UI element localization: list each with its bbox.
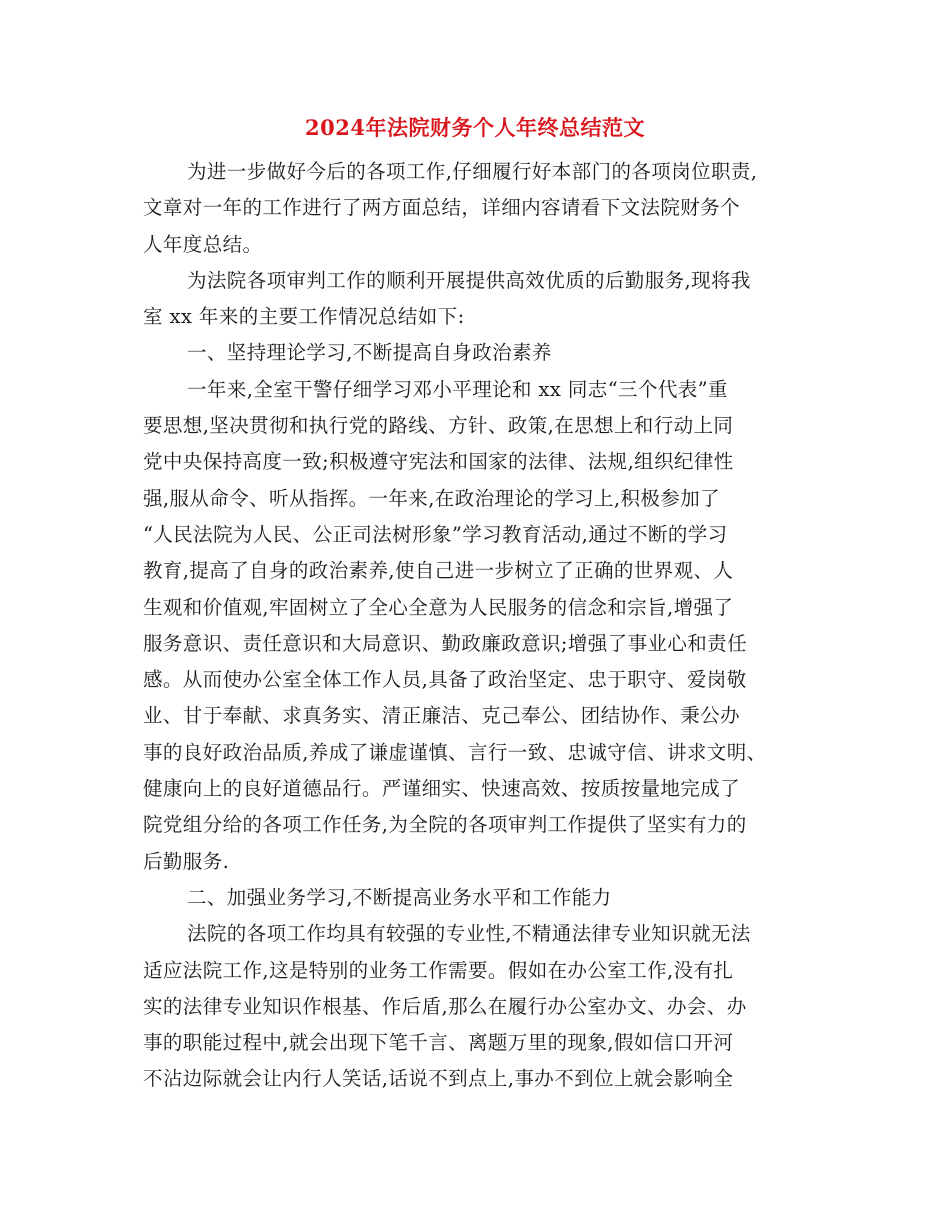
body-line: 一、坚持理论学习,不断提高自身政治素养 — [187, 341, 552, 365]
body-line: 事的良好政治品质,养成了谦虚谨慎、言行一致、忠诚守信、讲求文明、 — [143, 740, 767, 764]
body-line: 人年度总结。 — [143, 232, 263, 256]
document-title: 2024年法院财务个人年终总结范文 — [305, 115, 645, 140]
body-line: 生观和价值观,牢固树立了全心全意为人民服务的信念和宗旨,增强了 — [143, 595, 734, 619]
body-line: 实的法律专业知识作根基、作后盾,那么在履行办公室办文、办会、办 — [143, 994, 747, 1018]
body-line: 文章对一年的工作进行了两方面总结，详细内容请看下文法院财务个 — [143, 196, 741, 220]
body-line: 党中央保持高度一致;积极遵守宪法和国家的法律、法规,组织纪律性 — [143, 450, 734, 474]
body-line: 感。从而使办公室全体工作人员,具备了政治坚定、忠于职守、爱岗敬 — [143, 668, 747, 692]
body-line: 事的职能过程中,就会出现下笔千言、离题万里的现象,假如信口开河 — [143, 1031, 734, 1055]
body-line: 二、加强业务学习,不断提高业务水平和工作能力 — [187, 885, 612, 909]
body-line: 强,服从命令、听从指挥。一年来,在政治理论的学习上,积极参加了 — [143, 486, 720, 510]
body-line: 法院的各项工作均具有较强的专业性,不精通法律专业知识就无法 — [187, 922, 751, 946]
body-line: 业、甘于奉献、求真务实、清正廉洁、克己奉公、团结协作、秉公办 — [143, 704, 741, 728]
body-line: 适应法院工作,这是特别的业务工作需要。假如在办公室工作,没有扎 — [143, 958, 734, 982]
document-body — [143, 154, 818, 1098]
body-line: 服务意识、责任意识和大局意识、勤政廉政意识;增强了事业心和责任 — [143, 631, 747, 655]
body-line: 不沾边际就会让内行人笑话,话说不到点上,事办不到位上就会影响全 — [143, 1067, 734, 1091]
body-line: 为进一步做好今后的各项工作,仔细履行好本部门的各项岗位职责, — [187, 160, 758, 183]
body-line: 院党组分给的各项工作任务,为全院的各项审判工作提供了坚实有力的 — [143, 813, 747, 837]
body-line: 室 xx 年来的主要工作情况总结如下: — [143, 305, 465, 329]
body-line: 健康向上的良好道德品行。严谨细实、快速高效、按质按量地完成了 — [143, 777, 741, 801]
body-line: 为法院各项审判工作的顺利开展提供高效优质的后勤服务,现将我 — [187, 268, 751, 292]
body-line: 教育,提高了自身的政治素养,使自己进一步树立了正确的世界观、人 — [143, 559, 734, 583]
body-line: 要思想,坚决贯彻和执行党的路线、方针、政策,在思想上和行动上同 — [143, 414, 734, 438]
body-line: 一年来,全室干警仔细学习邓小平理论和 xx 同志“三个代表”重 — [187, 377, 728, 401]
body-line: “人民法院为人民、公正司法树形象”学习教育活动,通过不断的学习 — [143, 522, 728, 546]
body-line: 后勤服务. — [143, 849, 230, 873]
